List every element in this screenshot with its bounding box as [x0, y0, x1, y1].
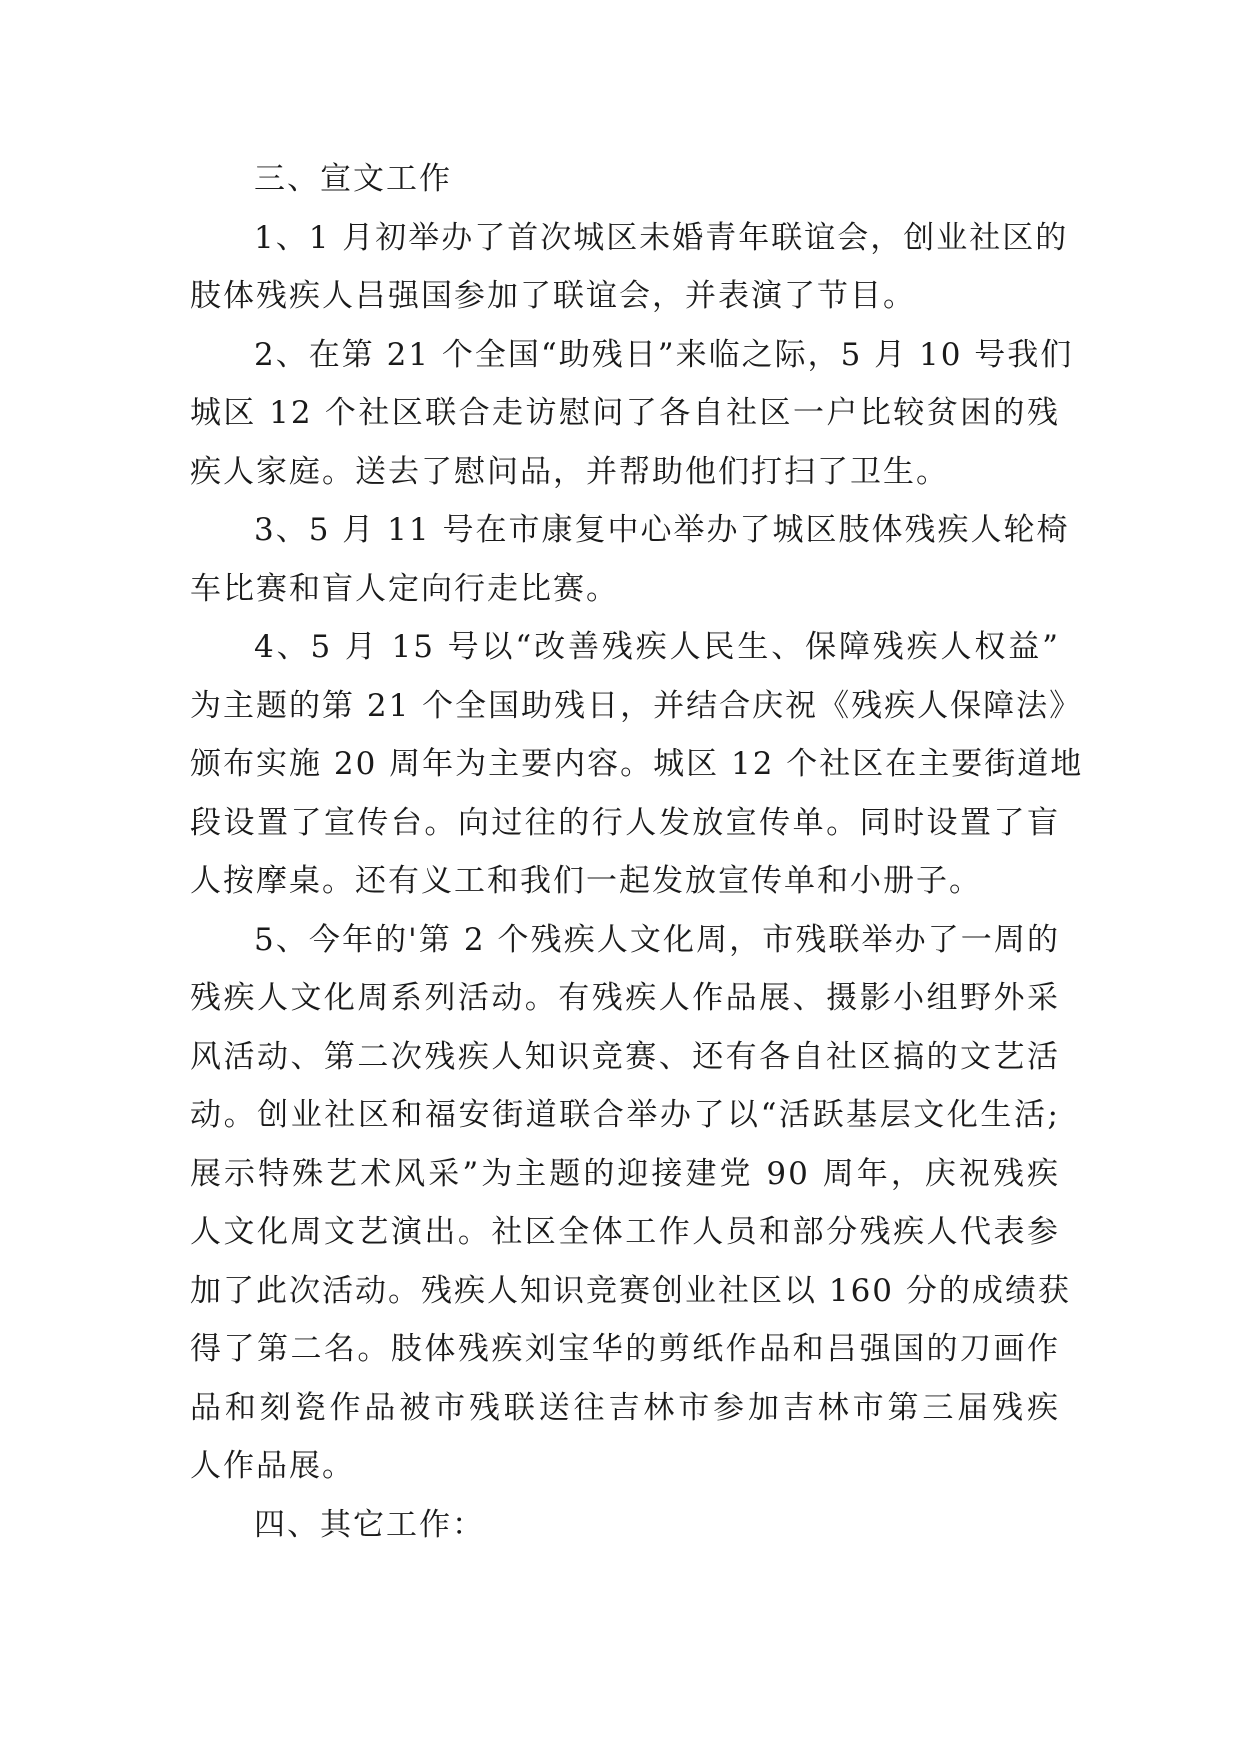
text-line: 得了第二名。肢体残疾刘宝华的剪纸作品和吕强国的刀画作: [190, 1331, 1060, 1367]
text-line: 为主题的第 21 个全国助残日，并结合庆祝《残疾人保障法》: [190, 687, 1083, 724]
text-line: 5、今年的'第 2 个残疾人文化周，市残联举办了一周的: [254, 921, 1060, 958]
text-line: 残疾人文化周系列活动。有残疾人作品展、摄影小组野外采: [190, 980, 1060, 1016]
text-line: 人文化周文艺演出。社区全体工作人员和部分残疾人代表参: [190, 1214, 1060, 1250]
text-line: 动。创业社区和福安街道联合举办了以“活跃基层文化生活;: [190, 1097, 1060, 1133]
text-line: 疾人家庭。送去了慰问品，并帮助他们打扫了卫生。: [190, 453, 949, 490]
text-line: 颁布实施 20 周年为主要内容。城区 12 个社区在主要街道地: [190, 746, 1084, 782]
text-line: 4、5 月 15 号以“改善残疾人民生、保障残疾人权益”: [254, 629, 1060, 665]
section-heading: 四、其它工作：: [254, 1506, 485, 1543]
text-line: 人作品展。: [190, 1448, 355, 1484]
section-heading: 三、宣文工作: [254, 161, 452, 197]
text-line: 品和刻瓷作品被市残联送往吉林市参加吉林市第三届残疾: [190, 1389, 1060, 1426]
text-line: 段设置了宣传台。向过往的行人发放宣传单。同时设置了盲: [190, 804, 1060, 841]
text-line: 肢体残疾人吕强国参加了联谊会，并表演了节目。: [190, 278, 916, 314]
text-line: 1、1 月初举办了首次城区未婚青年联谊会，创业社区的: [254, 219, 1069, 256]
text-line: 展示特殊艺术风采”为主题的迎接建党 90 周年，庆祝残疾: [190, 1155, 1060, 1192]
document-page: [190, 150, 1084, 1554]
text-line: 3、5 月 11 号在市康复中心举办了城区肢体残疾人轮椅: [254, 512, 1070, 548]
text-line: 人按摩桌。还有义工和我们一起发放宣传单和小册子。: [190, 863, 982, 899]
text-line: 风活动、第二次残疾人知识竞赛、还有各自社区搞的文艺活: [190, 1038, 1060, 1075]
text-line: 2、在第 21 个全国“助残日”来临之际，5 月 10 号我们: [254, 336, 1074, 373]
text-line: 车比赛和盲人定向行走比赛。: [190, 570, 619, 607]
text-line: 城区 12 个社区联合走访慰问了各自社区一户比较贫困的残: [190, 395, 1060, 431]
text-line: 加了此次活动。残疾人知识竞赛创业社区以 160 分的成绩获: [190, 1272, 1071, 1309]
